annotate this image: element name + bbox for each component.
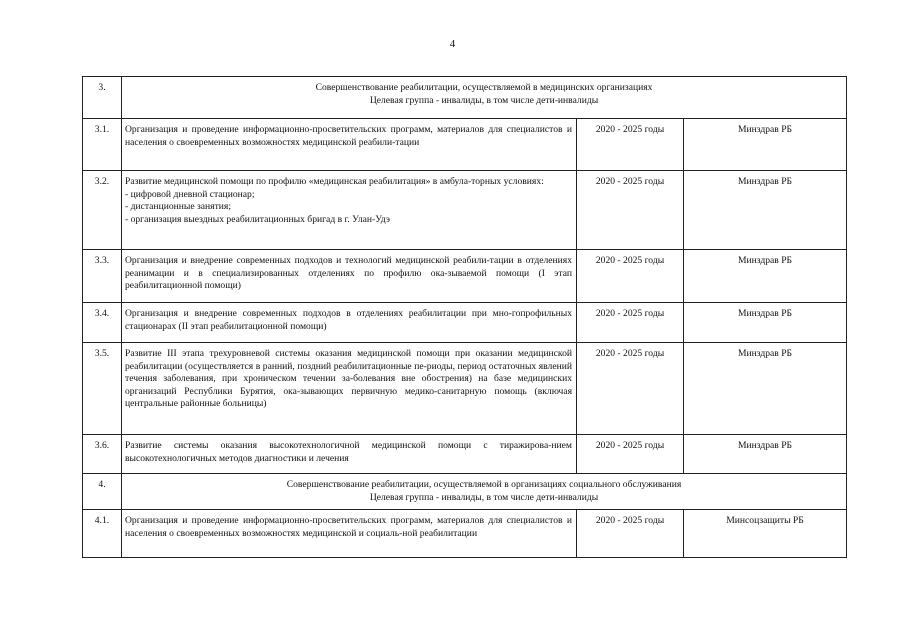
section-heading — [122, 77, 847, 119]
table-row — [83, 119, 847, 171]
item-executor: Минздрав РБ — [684, 171, 847, 250]
description-text: Развитие III этапа трехуровневой системы оказания медицинской помощи при оказании медицинской реабилитации (осуществляется в ранний, поздний реабилитационные пе-риоды, период остаточных явлений течения заболевания, при хроническом течении за-болевания вне обострения) на базе медицинских организаций Республики Бурятия, ока-зывающих первичную медико-санитарную помощь (включая центральные районные больницы) — [125, 348, 572, 410]
item-description — [122, 343, 577, 435]
item-period: 2020 - 2025 годы — [577, 171, 684, 250]
item-period: 2020 - 2025 годы — [577, 435, 684, 474]
item-number: 3.5. — [83, 343, 122, 435]
item-description — [122, 250, 577, 303]
item-period: 2020 - 2025 годы — [577, 250, 684, 303]
rehabilitation-measures-table — [82, 76, 847, 558]
description-text: Организация и внедрение современных подходов в отделениях реабилитации при мно-гопрофильных стационарах (II этап реабилитационной помощи) — [125, 308, 572, 332]
item-number: 3.2. — [83, 171, 122, 250]
description-text: Организация и проведение информационно-просветительских программ, материалов для специалистов и населения о своевременных возможностях медицинской и социаль-ной реабилитации — [125, 515, 572, 539]
section-title: Совершенствование реабилитации, осуществляемой в организациях социального обслуживания — [286, 479, 682, 490]
item-number: 4.1. — [83, 510, 122, 558]
item-number: 3.4. — [83, 303, 122, 343]
item-description — [122, 303, 577, 343]
item-executor: Минсоцзащиты РБ — [684, 510, 847, 558]
section-subtitle: Целевая группа - инвалиды, в том числе дети-инвалиды — [369, 491, 599, 503]
section-subtitle: Целевая группа - инвалиды, в том числе дети-инвалиды — [369, 94, 599, 106]
item-number: 3.1. — [83, 119, 122, 171]
item-period: 2020 - 2025 годы — [577, 510, 684, 558]
item-description — [122, 510, 577, 558]
description-bullet: - цифровой дневной стационар; — [125, 188, 255, 200]
description-text: Организация и внедрение современных подходов и технологий медицинской реабили-тации в отделениях реанимации и в специализированных отделениях по профилю ока-зываемой помощи (I этап реабилитационной помощи) — [125, 255, 572, 292]
item-number: 3.3. — [83, 250, 122, 303]
description-text: Развитие системы оказания высокотехнологичной медицинской помощи с тиражирова-нием высокотехнологичных методов диагностики и лечения — [125, 440, 572, 464]
item-executor: Минздрав РБ — [684, 435, 847, 474]
table-row — [83, 250, 847, 303]
section-row — [83, 77, 847, 119]
item-period: 2020 - 2025 годы — [577, 303, 684, 343]
item-executor: Минздрав РБ — [684, 343, 847, 435]
item-description — [122, 171, 577, 250]
item-description — [122, 435, 577, 474]
section-number: 3. — [83, 77, 122, 119]
description-text: Организация и проведение информационно-просветительских программ, материалов для специалистов и населения о своевременных возможностях медицинской реабили-тации — [125, 124, 572, 148]
table-row — [83, 510, 847, 558]
item-description — [122, 119, 577, 171]
item-executor: Минздрав РБ — [684, 303, 847, 343]
item-number: 3.6. — [83, 435, 122, 474]
item-executor: Минздрав РБ — [684, 250, 847, 303]
table-row — [83, 303, 847, 343]
description-bullet: - организация выездных реабилитационных бригад в г. Улан-Удэ — [125, 213, 390, 225]
item-period: 2020 - 2025 годы — [577, 343, 684, 435]
table-row — [83, 435, 847, 474]
table-row — [83, 171, 847, 250]
section-heading — [122, 474, 847, 510]
description-text: Развитие медицинской помощи по профилю «медицинская реабилитация» в амбула-торных условиях: — [125, 176, 544, 187]
section-row — [83, 474, 847, 510]
page-number: 4 — [449, 38, 456, 50]
item-period: 2020 - 2025 годы — [577, 119, 684, 171]
table-row — [83, 343, 847, 435]
section-number: 4. — [83, 474, 122, 510]
section-title: Совершенствование реабилитации, осуществляемой в медицинских организациях — [315, 82, 653, 93]
item-executor: Минздрав РБ — [684, 119, 847, 171]
description-bullet: - дистанционные занятия; — [125, 201, 232, 213]
